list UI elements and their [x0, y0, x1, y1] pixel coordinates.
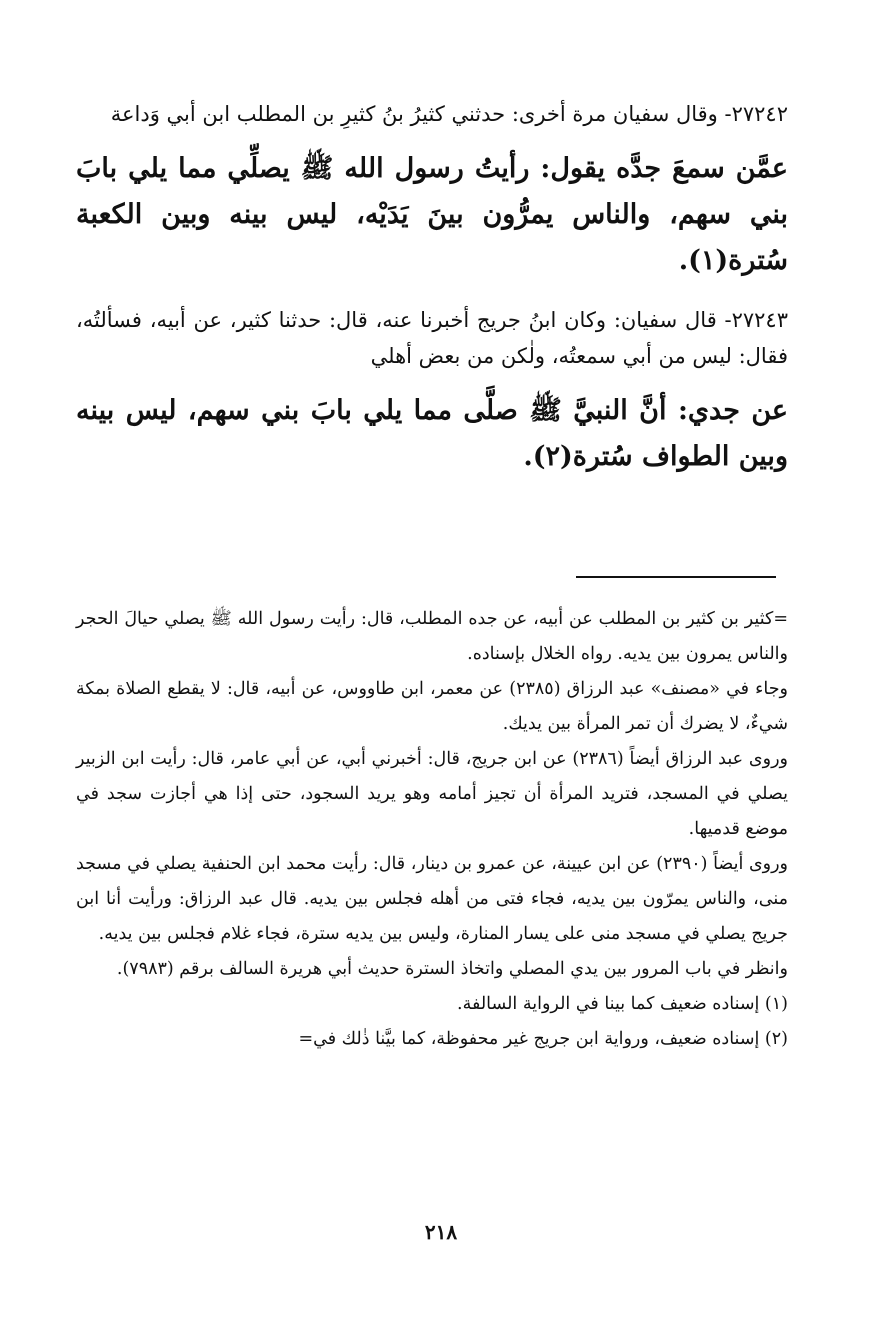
page-number: ٢١٨ [424, 1220, 458, 1244]
hadith-27242-isnad: ٢٧٢٤٢- وقال سفيان مرة أخرى: حدثني كثيرُ بنُ كثيرِ بن المطلب ابن أبي وَداعة [110, 102, 788, 126]
hadith-27243-isnad: ٢٧٢٤٣- قال سفيان: وكان ابنُ جريج أخبرنا عنه، قال: حدثنا كثير، عن أبيه، فسألتُه، فقال: ليس من أبي سمعتُه، ولٰكن من بعض أهلي [76, 308, 788, 368]
footnotes [76, 602, 788, 1057]
hadith-27243-matn: عن جدي: أنَّ النبيَّ ﷺ صلَّى مما يلي بابَ بني سهم، ليس بينه وبين الطواف سُترة(٢). [76, 395, 788, 472]
footnote-1: (١) إسناده ضعيف كما بينا في الرواية السالفة. [457, 994, 788, 1014]
footnote-paragraph: وجاء في «مصنف» عبد الرزاق (٢٣٨٥) عن معمر، ابن طاووس، عن أبيه، قال: لا يقطع الصلاة بمكة شيءٌ، لا يضرك أن تمر المرأة بين يديك. [76, 679, 788, 734]
footnote-paragraph: وروى أيضاً (٢٣٩٠) عن ابن عيينة، عن عمرو بن دينار، قال: رأيت محمد ابن الحنفية يصلي في مسجد منى، والناس يمرّون بين يديه، فجاء فتى من أهله فجلس بين يديه. قال عبد الرزاق: ورأيت أنا ابن جريج يصلي في مسجد منى على يسار المنارة، وليس بين يديه سترة، فجاء غلام فجلس بين يديه. [76, 854, 789, 944]
page-body [76, 96, 788, 1296]
footnote-continuation: =كثير بن كثير بن المطلب عن أبيه، عن جده المطلب، قال: رأيت رسول الله ﷺ يصلي حيالَ الحجر والناس يمرون بين يديه. رواه الخلال بإسناده. [76, 609, 788, 664]
footnote-divider [576, 576, 776, 578]
footnote-paragraph: وانظر في باب المرور بين يدي المصلي واتخاذ السترة حديث أبي هريرة السالف برقم (٧٩٨٣). [116, 959, 788, 979]
hadith-27242-matn: عمَّن سمعَ جدَّه يقول: رأيتُ رسول الله ﷺ يصلِّي مما يلي بابَ بني سهم، والناس يمرُّون بينَ يَدَيْه، ليس بينه وبين الكعبة سُترة(١). [76, 153, 788, 276]
footnote-paragraph: وروى عبد الرزاق أيضاً (٢٣٨٦) عن ابن جريج، قال: أخبرني أبي، عن أبي عامر، قال: رأيت ابن الزبير يصلي في المسجد، فتريد المرأة أن تجيز أمامه وهو يريد السجود، حتى إذا هي أجازت سجد في موضع قدميها. [76, 749, 788, 839]
footnote-2: (٢) إسناده ضعيف، ورواية ابن جريج غير محفوظة، كما بيَّنا ذٰلك في= [298, 1029, 788, 1049]
